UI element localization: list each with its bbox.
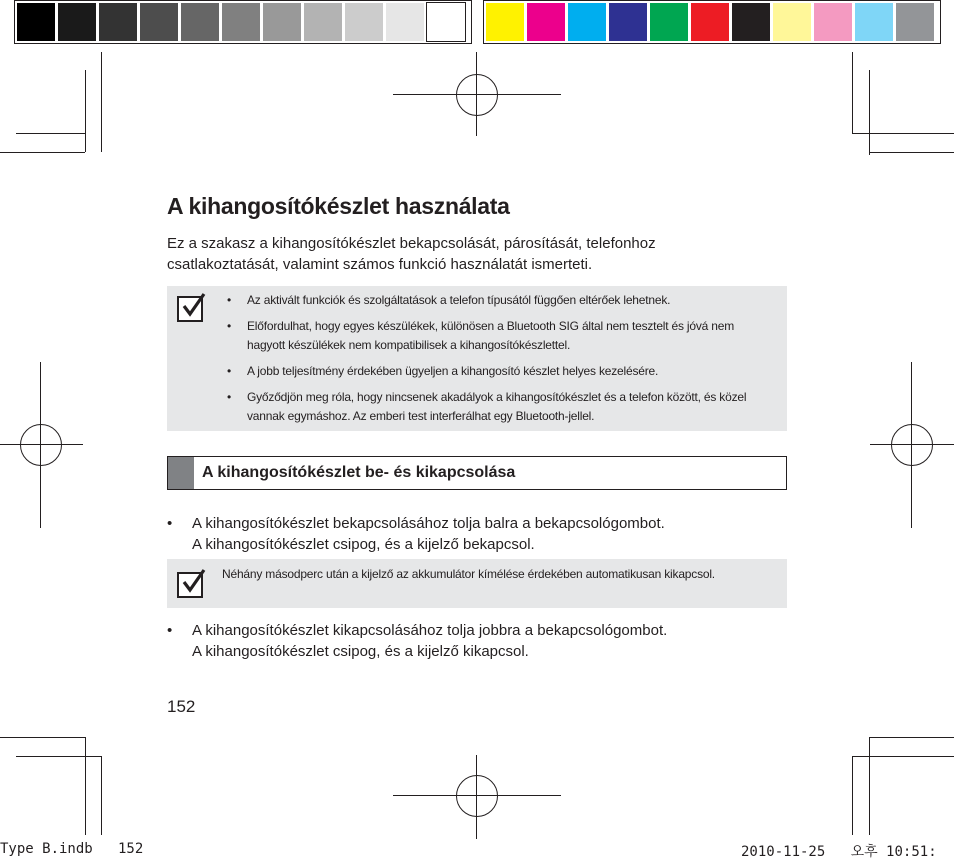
section-title: A kihangosítókészlet be- és kikapcsolása	[202, 464, 516, 481]
section-header	[167, 456, 787, 490]
crop-mark	[16, 133, 85, 134]
color-swatch	[181, 3, 219, 41]
color-swatch	[773, 3, 811, 41]
check-box-icon	[177, 296, 203, 322]
color-swatch	[568, 3, 606, 41]
color-swatch	[386, 3, 424, 41]
color-swatch	[427, 3, 465, 41]
color-swatch	[304, 3, 342, 41]
instruction-result: A kihangosítókészlet csipog, és a kijelző bekapcsol.	[192, 536, 535, 553]
color-swatch	[814, 3, 852, 41]
instruction-result: A kihangosítókészlet csipog, és a kijelző kikapcsol.	[192, 643, 529, 660]
note-list	[227, 291, 772, 426]
crop-mark	[852, 756, 853, 835]
crop-mark	[852, 133, 954, 134]
section-marker	[168, 457, 194, 489]
crop-mark	[85, 737, 86, 835]
color-swatch	[527, 3, 565, 41]
color-swatch	[609, 3, 647, 41]
page-number: 152	[167, 697, 196, 716]
intro-paragraph: Ez a szakasz a kihangosítókészlet bekapcsolását, párosítását, telefonhoz csatlakoztatását, valamint számos funkció használatát ismerteti.	[167, 235, 656, 273]
small-note-text: Néhány másodperc után a kijelző az akkumulátor kímélése érdekében automatikusan kikapcsol.	[222, 567, 715, 581]
instruction-line: A kihangosítókészlet bekapcsolásához tolja balra a bekapcsológombot.	[192, 515, 665, 532]
note-item: • Az aktivált funkciók és szolgáltatások a telefon típusától függően eltérőek lehetnek.	[227, 291, 772, 310]
color-swatch	[486, 3, 524, 41]
crop-mark	[869, 70, 870, 155]
slug-left: Type B.indb 152	[0, 841, 144, 857]
color-swatch	[263, 3, 301, 41]
crop-mark	[0, 737, 85, 738]
crop-mark	[101, 52, 102, 152]
bullet-symbol: •	[167, 515, 173, 532]
note-item: • Győződjön meg róla, hogy nincsenek akadályok a kihangosítókészlet és a telefon között, és közel vannak egymáshoz. Az emberi test interferálhat egy Bluetooth-jellel.	[227, 388, 772, 426]
color-swatch	[17, 3, 55, 41]
color-swatch	[896, 3, 934, 41]
color-swatch	[58, 3, 96, 41]
slug-right: 2010-11-25 오후 10:51:	[741, 844, 937, 860]
check-box-icon	[177, 572, 203, 598]
crop-mark	[852, 52, 853, 134]
note-item: • Előfordulhat, hogy egyes készülékek, különösen a Bluetooth SIG által nem tesztelt és jóvá nem hagyott készülékek nem kompatibilisek a kihangosítókészlettel.	[227, 317, 772, 355]
note-box	[167, 286, 787, 431]
color-swatch	[140, 3, 178, 41]
color-swatch	[855, 3, 893, 41]
crop-mark	[852, 756, 954, 757]
instruction-item	[167, 620, 787, 662]
crop-mark	[869, 152, 954, 153]
small-note-box	[167, 559, 787, 608]
crop-mark	[869, 737, 870, 835]
color-swatch	[691, 3, 729, 41]
crop-mark	[85, 70, 86, 152]
color-swatch	[650, 3, 688, 41]
note-item: • A jobb teljesítmény érdekében ügyeljen a kihangosító készlet helyes kezelésére.	[227, 362, 772, 381]
crop-mark	[0, 152, 85, 153]
color-swatch	[99, 3, 137, 41]
color-swatch	[345, 3, 383, 41]
instruction-item	[167, 513, 787, 555]
bullet-symbol: •	[167, 622, 173, 639]
color-swatch	[732, 3, 770, 41]
grayscale-bar	[14, 0, 472, 44]
page-title: A kihangosítókészlet használata	[167, 193, 510, 219]
crop-mark	[869, 737, 954, 738]
color-swatch	[222, 3, 260, 41]
color-bar	[483, 0, 941, 44]
crop-mark	[101, 756, 102, 835]
crop-mark	[16, 756, 101, 757]
instruction-line: A kihangosítókészlet kikapcsolásához tolja jobbra a bekapcsológombot.	[192, 622, 668, 639]
